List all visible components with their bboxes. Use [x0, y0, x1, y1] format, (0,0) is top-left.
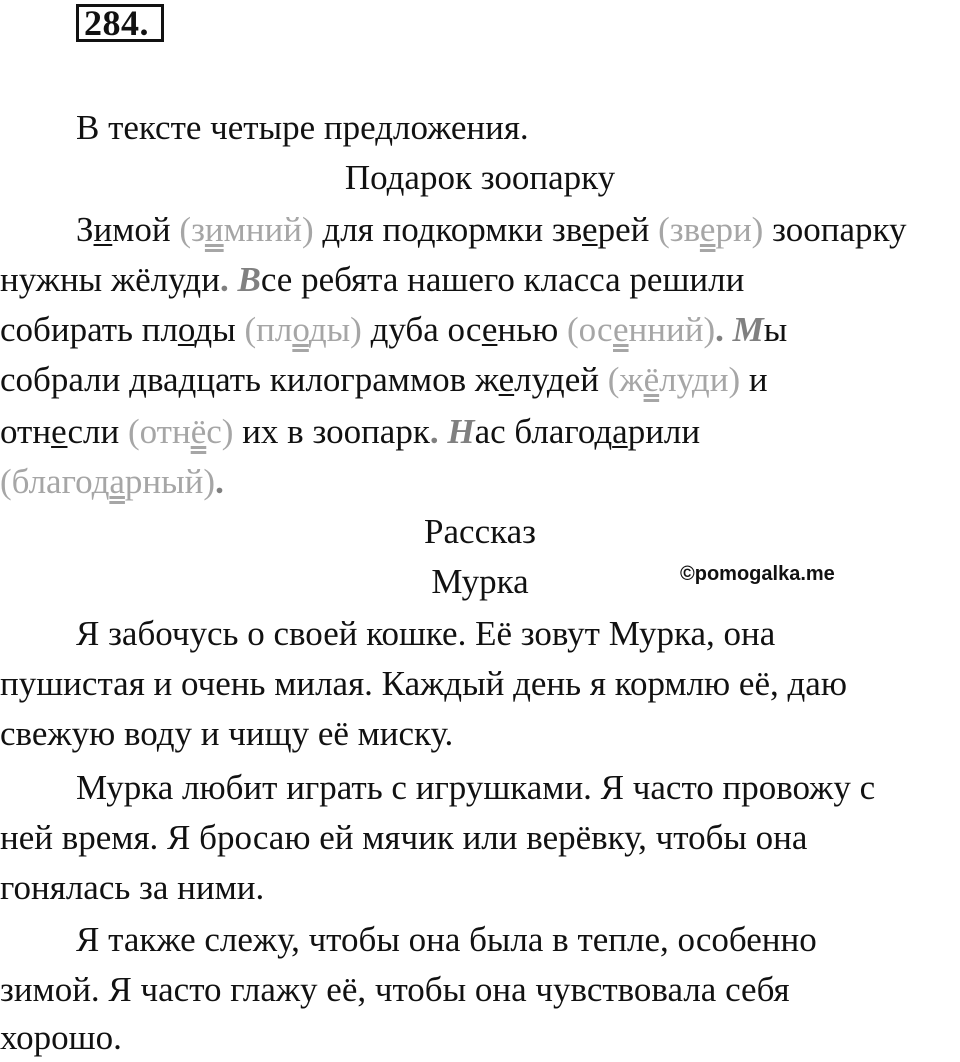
text-line-1: Зимой (зимний) для подкормки зверей (звери) зоопарку	[76, 210, 907, 249]
title-gift: Подарок зоопарку	[344, 158, 616, 197]
task-number: 284.	[84, 3, 149, 43]
intro-text: В тексте четыре предложения.	[76, 108, 529, 147]
story-line: Я также слежу, чтобы она была в тепле, особенно	[76, 920, 817, 959]
story-line: Мурка любит играть с игрушками. Я часто провожу с	[76, 768, 876, 807]
check-word: (осенний)	[567, 310, 716, 349]
text-line-5: отнесли (отнёс) их в зоопарк. Нас благодарили	[0, 412, 701, 451]
check-word: (звери)	[658, 210, 764, 249]
watermark: ©pomogalka.me	[680, 563, 835, 585]
check-word: (жёлуди)	[607, 360, 741, 399]
story-line: пушистая и очень милая. Каждый день я кормлю её, даю	[0, 664, 847, 703]
check-word: (благодарный)	[0, 462, 216, 501]
check-word: (зимний)	[179, 210, 314, 249]
text-line-3: собирать плоды (плоды) дуба осенью (осенний). Мы	[0, 310, 788, 349]
story-line: ней время. Я бросаю ей мячик или верёвку, чтобы она	[0, 818, 808, 857]
check-word: (плоды)	[244, 310, 362, 349]
story-line: хорошо.	[0, 1018, 122, 1057]
story-line: Я забочусь о своей кошке. Её зовут Мурка, она	[76, 614, 776, 653]
text-line-4: собрали двадцать килограммов желудей (жёлуди) и	[0, 360, 768, 399]
title-story-label: Рассказ	[424, 512, 536, 551]
story-line: гонялась за ними.	[0, 868, 265, 907]
story-line: свежую воду и чищу её миску.	[0, 714, 454, 753]
title-story-name: Мурка	[431, 562, 529, 601]
text-line-2: нужны жёлуди. Все ребята нашего класса решили	[0, 260, 745, 299]
text-line-6: (благодарный).	[0, 462, 224, 501]
story-line: зимой. Я часто глажу её, чтобы она чувствовала себя	[0, 970, 790, 1009]
check-word: (отнёс)	[127, 412, 234, 451]
